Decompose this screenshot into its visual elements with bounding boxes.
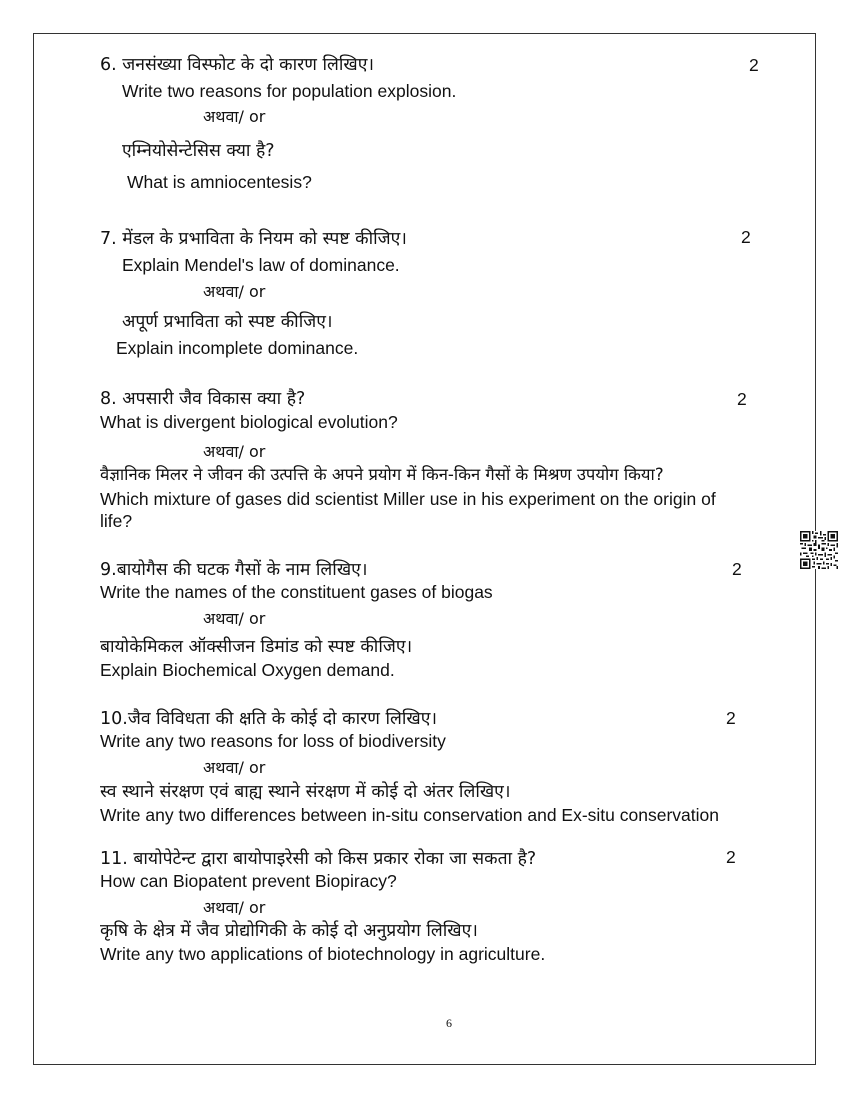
q11-marks: 2 (726, 847, 736, 867)
q11-hindi: 11. बायोपेटेन्ट द्वारा बायोपाइरेसी को किस प्रकार रोका जा सकता है? (100, 849, 537, 869)
q9-alt-hindi: बायोकेमिकल ऑक्सीजन डिमांड को स्पष्ट कीजिए। (100, 637, 413, 657)
q7-english: Explain Mendel's law of dominance. (122, 255, 400, 275)
q9-alt-english: Explain Biochemical Oxygen demand. (100, 660, 395, 680)
q9-marks: 2 (732, 559, 742, 579)
qr-code-icon (800, 531, 838, 569)
q7-marks: 2 (741, 227, 751, 247)
q10-alt-english: Write any two differences between in-situ conservation and Ex-situ conservation (100, 805, 719, 825)
q10-or-label: अथवा/ or (203, 758, 266, 777)
q10-marks: 2 (726, 708, 736, 728)
q6-english: Write two reasons for population explosion. (122, 81, 457, 101)
q11-english: How can Biopatent prevent Biopiracy? (100, 871, 397, 891)
q10-hindi: 10.जैव विविधता की क्षति के कोई दो कारण लिखिए। (100, 709, 438, 729)
q9-hindi: 9.बायोगैस की घटक गैसों के नाम लिखिए। (100, 560, 368, 580)
q8-alt-english-line2: life? (100, 511, 133, 531)
q10-english: Write any two reasons for loss of biodiversity (100, 731, 446, 751)
q8-or-label: अथवा/ or (203, 442, 266, 461)
q11-alt-english: Write any two applications of biotechnology in agriculture. (100, 944, 546, 964)
q8-marks: 2 (737, 389, 747, 409)
q6-marks: 2 (749, 55, 759, 75)
q6-or-label: अथवा/ or (203, 107, 266, 126)
q11-or-label: अथवा/ or (203, 898, 266, 917)
q10-alt-hindi: स्व स्थाने संरक्षण एवं बाह्य स्थाने संरक्षण में कोई दो अंतर लिखिए। (100, 782, 511, 802)
page-number: 6 (446, 1016, 452, 1030)
q6-hindi: 6. जनसंख्या विस्फोट के दो कारण लिखिए। (100, 55, 375, 75)
q6-alt-english: What is amniocentesis? (127, 172, 312, 192)
q6-alt-hindi: एम्नियोसेन्टेसिस क्या है? (122, 141, 275, 161)
q8-english: What is divergent biological evolution? (100, 412, 398, 432)
q9-or-label: अथवा/ or (203, 609, 266, 628)
q8-alt-english-line1: Which mixture of gases did scientist Miller use in his experiment on the origin of (100, 489, 716, 509)
q7-alt-hindi: अपूर्ण प्रभाविता को स्पष्ट कीजिए। (122, 312, 333, 332)
q7-alt-english: Explain incomplete dominance. (116, 338, 359, 358)
q7-hindi: 7. मेंडल के प्रभाविता के नियम को स्पष्ट कीजिए। (100, 229, 407, 249)
q8-hindi: 8. अपसारी जैव विकास क्या है? (100, 389, 306, 409)
q11-alt-hindi: कृषि के क्षेत्र में जैव प्रोद्योगिकी के कोई दो अनुप्रयोग लिखिए। (100, 921, 478, 941)
q8-alt-hindi: वैज्ञानिक मिलर ने जीवन की उत्पत्ति के अपने प्रयोग में किन-किन गैसों के मिश्रण उपयोग किया? (100, 465, 664, 484)
q7-or-label: अथवा/ or (203, 282, 266, 301)
q9-english: Write the names of the constituent gases of biogas (100, 582, 493, 602)
